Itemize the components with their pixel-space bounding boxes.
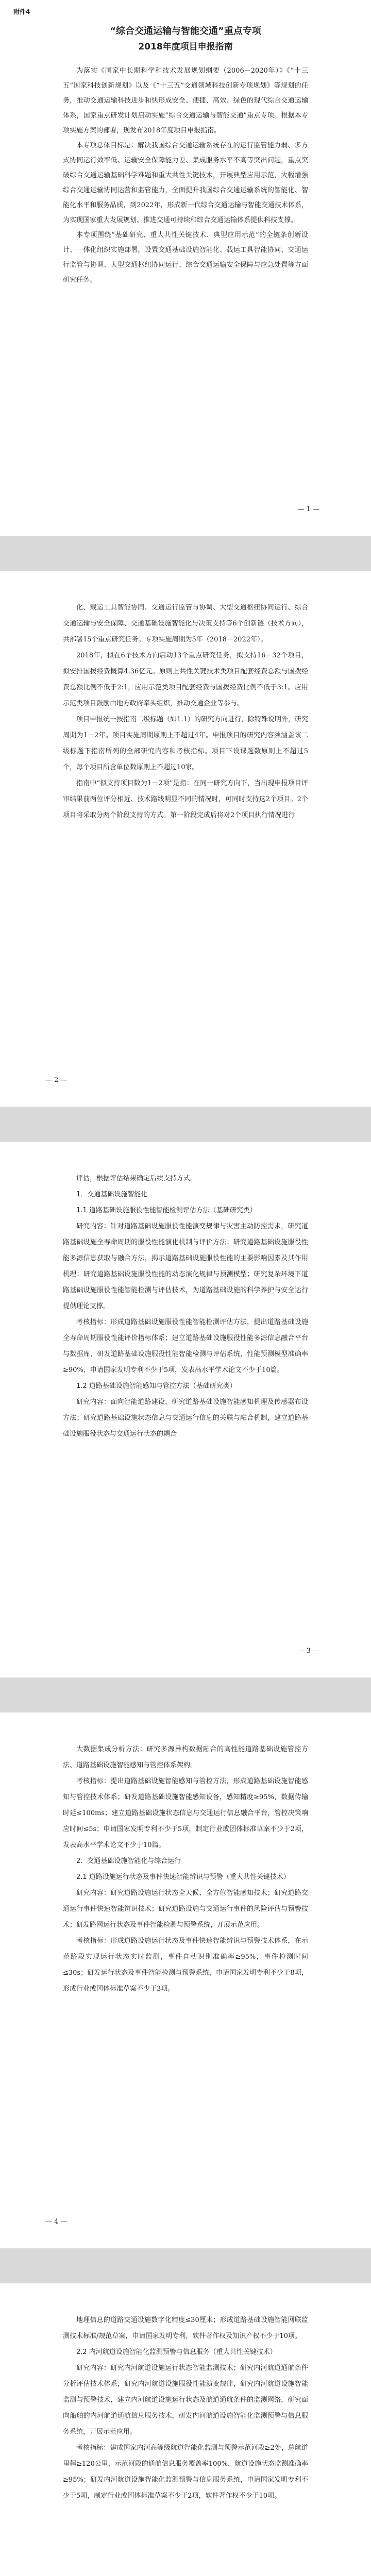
paragraph: 化、载运工具智能协同、交通运行监管与协调、大型交通枢纽协同运行、综合交通运输与安全保障、交通基础设施智能化与决策支持等6个创新链（技术方向），共部署15个重点研究任务。专项实施周期为5年（2018－2022年）。 <box>63 604 308 643</box>
paragraph: 指南中“拟支持项目数为1－2项”是指：在同一研究方向下，当出现申报项目评审结果前两位评分相近、技术路线明显不同的情况时，可同时支持这2个项目。2个项目将采取分两个阶段支持的方式。第一阶段完成后将对2个项目执行情况进行 <box>63 779 308 819</box>
paragraph: 为落实《国家中长期科学和技术发展规划纲要（2006－2020年）》《“十三五”国家科技创新规划》以及《“十三五”交通领域科技创新专项规划》等规划的任务，推动交通运输科技进步和快形成安全、便捷、高效、绿色的现代综合交通运输体系，国家重点研发计划启动实施“综合交通运输与智能交通”重点专项。根据本专项实施方案的部署，现发布2018年度项目申报指南。 <box>63 67 308 134</box>
page-content <box>63 1741 308 1997</box>
paragraph: 考核指标：建成国家内河高等级航道智能化监测与预警示范河段≥2处，总航道里程≥120公里，示范河段的通航信息服务覆盖率100%，航道设施状态监测准确率≥95%；研发内河航道设施智能化监测预警与信息服务系统，申请国家发明专利不少于5项，制定行业或团体标准草案不少于2项，软件著作权不少于10项。 <box>63 2444 308 2500</box>
paragraph: 研究内容：研究内河航道设施运行状态智能监测技术；研究内河航道通航条件分析评估技术体系，研究内河航道设施服役性能演变规律，研究内河航道设施智能监测与预警技术，建立内河航道设施运行状态及航道通航条件的监测网络，研究面向船舶的内河航道通航信息服务技术，研发内河航道设施智能化监测预警与信息服务系统，开展示范应用。 <box>63 2364 308 2436</box>
section-heading: 2．交通基础设施智能化与综合运行 <box>76 1857 181 1865</box>
subsection-heading: 2.1 道路设施运行状态及事件快速智能辨识与预警（重大共性关键技术） <box>76 1873 290 1881</box>
subsection-heading: 1.1 道路基础设施服役性能智能检测评估方法（基础研究类） <box>76 1207 257 1214</box>
subsection-heading: 2.2 内河航道设施智能化监测预警与信息服务（重大共性关键技术） <box>76 2348 277 2356</box>
section-heading: 1．交通基础设施智能化 <box>76 1191 148 1198</box>
page-content <box>63 2312 308 2504</box>
document-subtitle: 2018年度项目申报指南 <box>138 42 233 52</box>
document-title: “综合交通运输与智能交通”重点专项 <box>110 26 261 37</box>
page-3 <box>0 1142 371 1677</box>
paragraph: 研究内容：针对道路基础设施服役性能演变规律与灾害主动防控需求，研究道路基础设施全寿命周期的服役性能演化机制与评价方法；研究道路基础设施服役性能多源信息获取与融合方法，揭示道路基础设施服役性能的主要影响因素及其作用机理；研究道路基础设施服役性能的动态演化规律与预测模型；研究复杂环境下道路基础设施服役性能智能检测与评估技术，为道路基础设施的科学养护与安全运行提供理论支撑。 <box>63 1223 308 1310</box>
page-content <box>63 600 308 823</box>
paragraph: 本专项总体目标是：解决我国综合交通运输系统存在的运行监管能力弱、多方式协同运行效率低、运输安全保障能力差、集成服务水平不高等突出问题，重点突破综合交通运输基础科学难题和重大共性关键技术，开展典型应用示范，大幅增强综合交通运输协同运营和监管能力，全面提升我国综合交通运输系统的智能化、智能化水平和服务品质，到2022年，形成新一代综合交通运输与智能交通技术体系，为实现国家重大发展规划、推进交通可持续和综合交通运输体系提供科技支撑。 <box>63 142 308 224</box>
paragraph: 研究内容：面向智能道路建设，研究道路基础设施智能感知机理及传感器布设方法；研究道路基础设施状态信息与交通运行信息的关联与融合机制，建立道路基础设施服役状态与交通运行状态的耦合 <box>63 1398 308 1438</box>
subsection-heading: 1.2 道路基础设施智能感知与管控方法（基础研究类） <box>76 1382 237 1390</box>
page-number: — 2 — <box>45 1076 68 1084</box>
page-4 <box>0 1713 371 2248</box>
paragraph: 本专项围绕“基础研究、重大共性关键技术、典型应用示范”的全链条创新设计、一体化组织实施部署，设置交通基础设施智能化、载运工具智能协同、交通运行监管与协调、大型交通枢纽协同运行、综合交通运输安全保障与应急处置等方面研究任务。 <box>63 231 308 284</box>
paragraph: 地理信息的道路交通设施数字化精度≤30厘米；形成道路基础设施智能网联监测技术标准/规范草案，申请国家发明专利，软件著作权及知识产权不少于10项。 <box>63 2316 308 2340</box>
page-content <box>63 63 308 287</box>
attachment-label: 附件4 <box>13 8 30 15</box>
paragraph: 大数据集成分析方法：研究多源异构数据融合的高性能道路基础设施管控方法、道路基础设施智能感知与管控体系架构。 <box>63 1745 308 1769</box>
paragraph: 2018年，拟在6个技术方向启动13个重点研究任务，拟支持16－32个项目，拟安排国拨经费概算4.36亿元。原则上共性关键技术类项目配套经费总额与国拨经费总额比例不低于2:1，应用示范类项目配套经费与国拨经费比例不低于3:1。应用示范类项目鼓励由地方政府牵头组织，推动交通企业等参与。 <box>63 652 308 707</box>
paragraph: 项目申报统一按指南二级标题（如1.1）的研究方向进行，除特殊说明外，研究周期为1－2年。项目实施周期原则上不超过4年。申报项目的研究内容须涵盖该二级标题下指南所列的全部研究内容和考核指标。项目下设课题数原则上不超过5个，每个项目所含单位数原则上不超过10家。 <box>63 716 308 771</box>
page-number: — 1 — <box>297 505 319 513</box>
paragraph: 考核指标：形成道路设施运行状态及事件快速智能辨识与预警技术体系，在示范路段实现运行状态实时监测，事件自动识别准确率≥95%，事件检测时间≤30s；研发运行状态及事件智能检测与预警系统，申请国家发明专利不少于8项，形成行业或团体标准草案不少于3项。 <box>63 1937 308 1993</box>
page-2 <box>0 571 371 1107</box>
page-1 <box>0 0 371 536</box>
page-number: — 4 — <box>45 2218 68 2226</box>
paragraph: 考核指标：形成道路基础设施服役性能智能检测评估方法，提出道路基础设施全寿命周期服役性能评价指标体系；建立道路基础设施服役性能多源信息融合平台与数据库，研发道路基础设施服役性能智能检测与评估系统，性能预测模型准确率≥90%，申请国家发明专利不少于5项，发表高水平学术论文不少于10篇。 <box>63 1318 308 1374</box>
paragraph: 考核指标：提出道路基础设施智能感知与管控方法，形成道路基础设施智能感知与管控技术体系；研发道路基础设施智能感知设备，感知精度≥95%，数据传输时延≤100ms；建立道路基础设施状态信息与交通运行信息融合平台，管控决策响应时间≤5s；申请国家发明专利不少于5项，制定行业或团体标准草案不少于2项，发表高水平学术论文不少于10篇。 <box>63 1777 308 1849</box>
paragraph: 研究内容：研究道路设施运行状态全天候、全方位智能感知技术；研究道路交通运行事件快速智能辨识技术；研究道路设施与交通运行事件的风险评估与预警技术；研发路网运行状态及事件智能检测与预警系统，开展示范应用。 <box>63 1889 308 1929</box>
page-5 <box>0 2283 371 2576</box>
page-content <box>63 1171 308 1442</box>
paragraph: 评估，根据评估结果确定后续支持方式。 <box>76 1175 197 1182</box>
page-number: — 3 — <box>297 1647 319 1655</box>
